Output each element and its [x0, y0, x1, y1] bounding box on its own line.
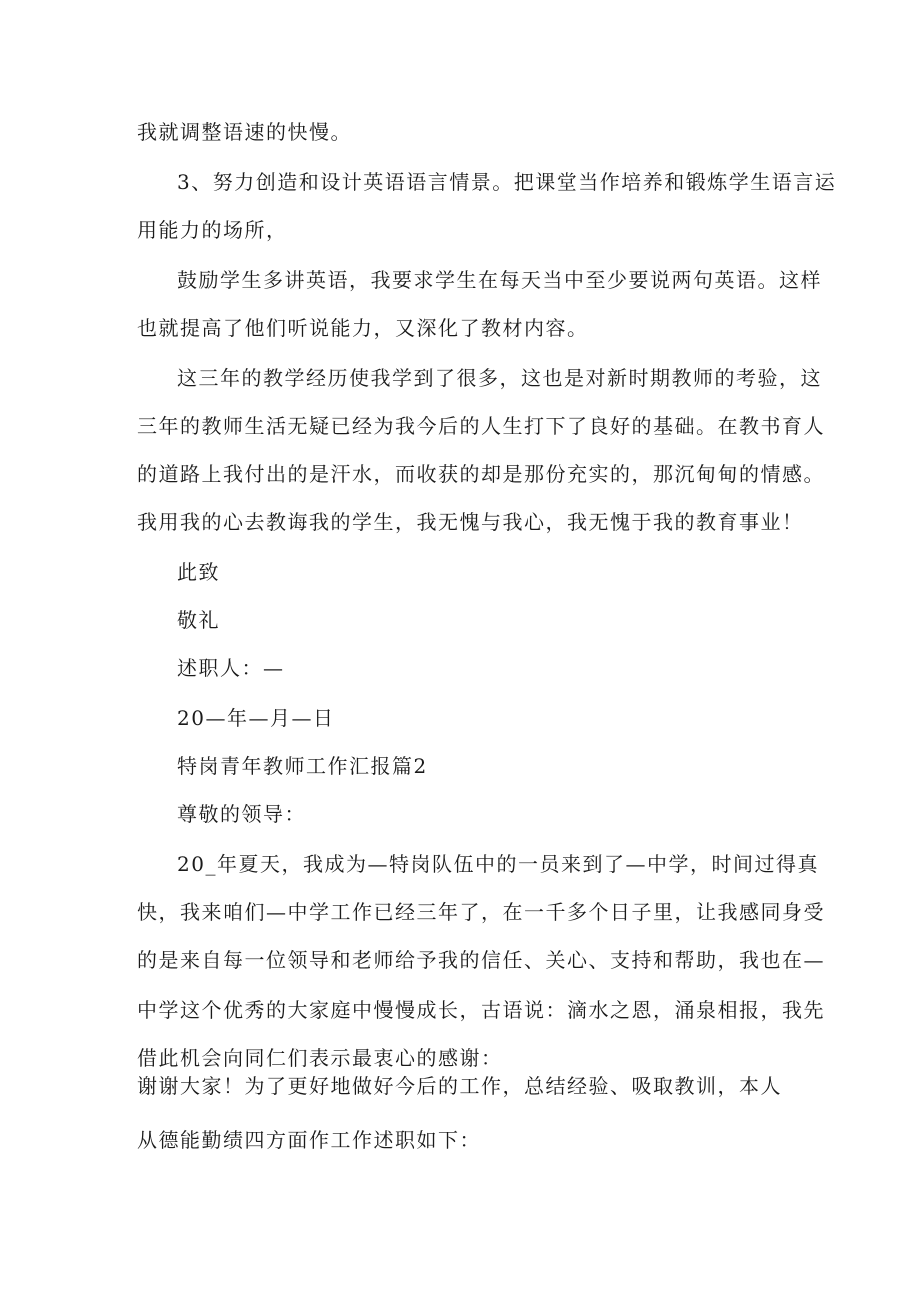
salutation-line: 尊敬的领导： [177, 802, 306, 826]
paragraph-line: 20_年夏天，我成为—特岗队伍中的一员来到了—中学，时间过得真 [177, 852, 819, 876]
paragraph-line: 也就提高了他们听说能力，又深化了教材内容。 [137, 316, 589, 340]
paragraph-line: 借此机会向同仁们表示最衷心的感谢： [137, 1046, 503, 1070]
date-line: 20—年—月—日 [177, 706, 335, 730]
paragraph-line: 3、努力创造和设计英语语言情景。把课堂当作培养和锻炼学生语言运 [177, 170, 837, 194]
closing-line: 此致 [177, 560, 220, 584]
paragraph-line: 从德能勤绩四方面作工作述职如下： [137, 1128, 481, 1152]
paragraph-line: 谢谢大家！为了更好地做好今后的工作，总结经验、吸取教训，本人 [137, 1074, 782, 1098]
closing-line: 敬礼 [177, 608, 220, 632]
paragraph-line: 的道路上我付出的是汗水，而收获的却是那份充实的，那沉甸甸的情感。 [137, 462, 825, 486]
paragraph-line: 用能力的场所， [137, 218, 288, 242]
paragraph-line: 我就调整语速的快慢。 [137, 120, 352, 144]
paragraph-line: 三年的教师生活无疑已经为我今后的人生打下了良好的基础。在教书育人 [137, 414, 825, 438]
paragraph-line: 的是来自每一位领导和老师给予我的信任、关心、支持和帮助，我也在— [137, 948, 825, 972]
paragraph-line: 快，我来咱们—中学工作已经三年了，在一千多个日子里，让我感同身受 [137, 900, 825, 924]
signature-line: 述职人：— [177, 656, 285, 680]
section-title: 特岗青年教师工作汇报篇2 [177, 754, 428, 778]
paragraph-line: 这三年的教学经历使我学到了很多，这也是对新时期教师的考验，这 [177, 366, 822, 390]
paragraph-line: 中学这个优秀的大家庭中慢慢成长，古语说：滴水之恩，涌泉相报，我先 [137, 998, 825, 1022]
paragraph-line: 鼓励学生多讲英语，我要求学生在每天当中至少要说两句英语。这样 [177, 268, 822, 292]
paragraph-line: 我用我的心去教诲我的学生，我无愧与我心，我无愧于我的教育事业！ [137, 510, 804, 534]
